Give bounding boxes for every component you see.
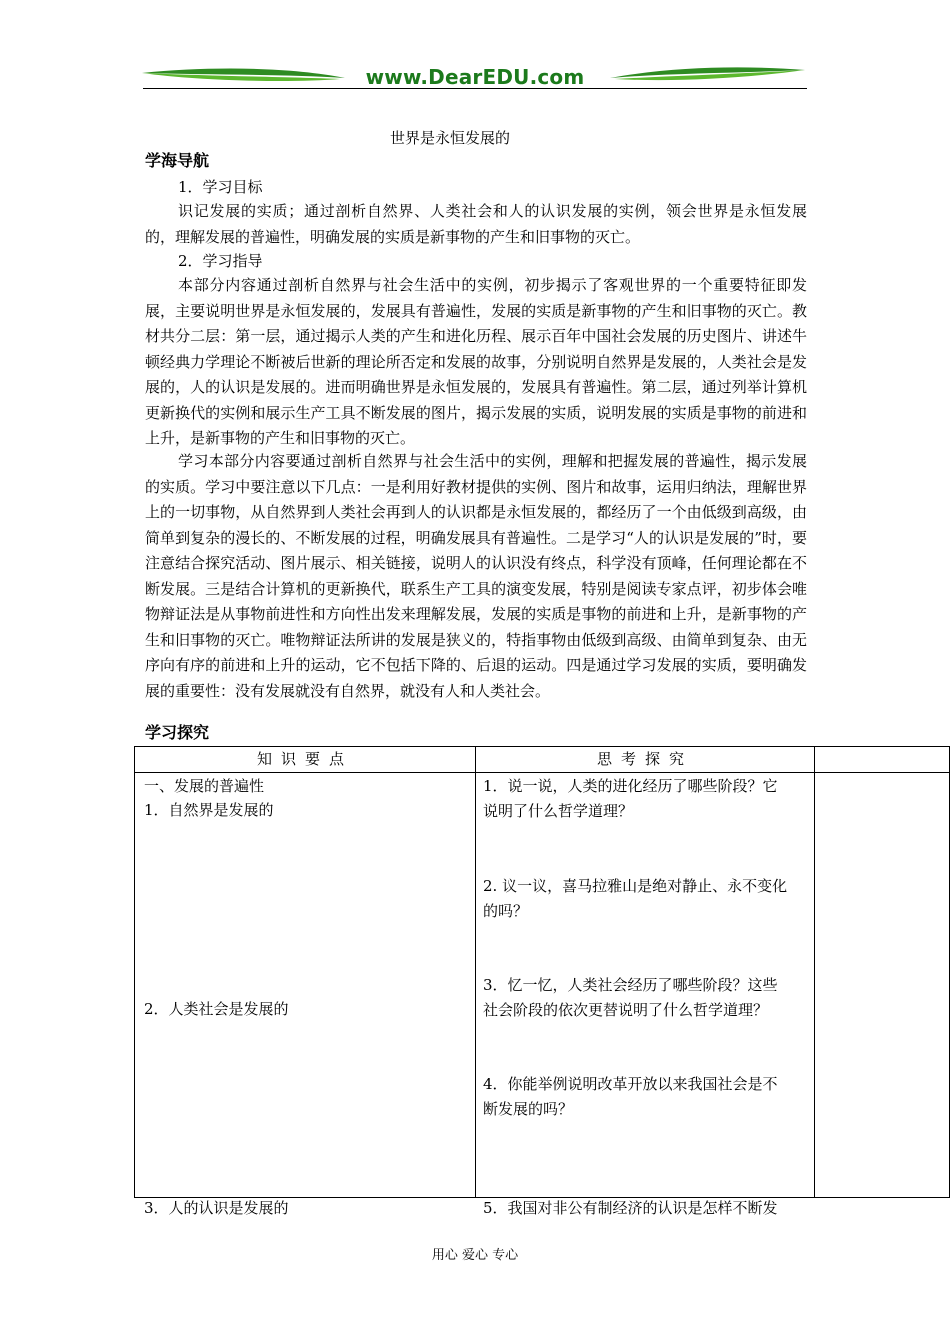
study-goal-label: 1．学习目标 xyxy=(178,178,263,196)
knowledge-cell xyxy=(135,773,476,1217)
study-guide-label: 2．学习指导 xyxy=(178,252,263,270)
explore-table xyxy=(134,746,950,1217)
section-heading-explore: 学习探究 xyxy=(145,723,210,742)
table-header-row xyxy=(135,747,950,773)
study-guide-paragraph-2: 学习本部分内容要通过剖析自然界与社会生活中的实例，理解和把握发展的普遍性，揭示发展的实质。学习中要注意以下几点：一是利用好教材提供的实例、图片和故事，运用归纳法，理解世界上的一切事物，从自然界到人类社会再到人的认识都是永恒发展的，都经历了一个由低级到高级，由简单到复杂的漫长的、不断发展的过程，明确发展具有普遍性。二是学习“人的认识是发展的”时，要注意结合探究活动、图片展示、相关链接，说明人的认识没有终点，科学没有顶峰，任何理论都在不断发展。三是结合计算机的更新换代，联系生产工具的演变发展，特别是阅读专家点评，初步体会唯物辩证法是从事物前进性和方向性出发来理解发展，发展的实质是事物的前进和上升，是新事物的产生和旧事物的灭亡。唯物辩证法所讲的发展是狭义的，特指事物由低级到高级、由简单到复杂、由无序向有序的前进和上升的运动，它不包括下降的、后退的运动。四是通过学习发展的实质，要明确发展的重要性：没有发展就没有自然界，就没有人和人类社会。 xyxy=(145,452,807,700)
thinking-cell xyxy=(476,773,815,1217)
table-body-row xyxy=(135,773,950,1198)
page-footer: 用心 爱心 专心 xyxy=(431,1248,519,1263)
knowledge-item-heading: 一、发展的普遍性 xyxy=(144,777,265,795)
knowledge-item-1: 1．自然界是发展的 xyxy=(144,801,274,819)
knowledge-item-3: 3．人的认识是发展的 xyxy=(144,1199,289,1217)
document-title xyxy=(0,128,950,148)
question-2-line-1: 2. 议一议，喜马拉雅山是绝对静止、永不变化 xyxy=(483,877,788,895)
header-knowledge-points: 知识要点 xyxy=(135,747,476,773)
question-3-line-1: 3．忆一忆，人类社会经历了哪些阶段？这些 xyxy=(483,976,778,994)
header-extra-column xyxy=(815,747,950,773)
question-3-line-2: 社会阶段的依次更替说明了什么哲学道理？ xyxy=(483,1001,769,1019)
question-2-line-2: 的吗？ xyxy=(483,902,529,920)
question-1-line-2: 说明了什么哲学道理？ xyxy=(483,802,634,820)
study-goal-text: 识记发展的实质；通过剖析自然界、人类社会和人的认识发展的实例，领会世界是永恒发展的，理解发展的普遍性，明确发展的实质是新事物的产生和旧事物的灭亡。 xyxy=(145,202,807,246)
question-4-line-2: 断发展的吗？ xyxy=(483,1100,574,1118)
header-rule xyxy=(143,88,807,89)
section-heading-navigation: 学海导航 xyxy=(145,151,210,170)
document-title-text: 世界是永恒发展的 xyxy=(389,129,510,147)
header-thinking-exploration: 思考探究 xyxy=(476,747,815,773)
knowledge-item-2: 2．人类社会是发展的 xyxy=(144,1000,289,1018)
site-logo-text: www.DearEDU.com xyxy=(365,65,585,89)
question-1-line-1: 1．说一说，人类的进化经历了哪些阶段？它 xyxy=(483,777,778,795)
question-4-line-1: 4．你能举例说明改革开放以来我国社会是不 xyxy=(483,1075,778,1093)
question-5-line-1: 5．我国对非公有制经济的认识是怎样不断发 xyxy=(483,1199,778,1217)
extra-cell xyxy=(815,773,950,1198)
study-guide-paragraph-1: 本部分内容通过剖析自然界与社会生活中的实例，初步揭示了客观世界的一个重要特征即发展，主要说明世界是永恒发展的，发展具有普遍性，发展的实质是新事物的产生和旧事物的灭亡。教材共分二层：第一层，通过揭示人类的产生和进化历程、展示百年中国社会发展的历史图片、讲述牛顿经典力学理论不断被后世新的理论所否定和发展的故事，分别说明自然界是发展的，人类社会是发展的，人的认识是发展的。进而明确世界是永恒发展的，发展具有普遍性。第二层，通过列举计算机更新换代的实例和展示生产工具不断发展的图片，揭示发展的实质，说明发展的实质是事物的前进和上升，是新事物的产生和旧事物的灭亡。 xyxy=(145,276,807,447)
